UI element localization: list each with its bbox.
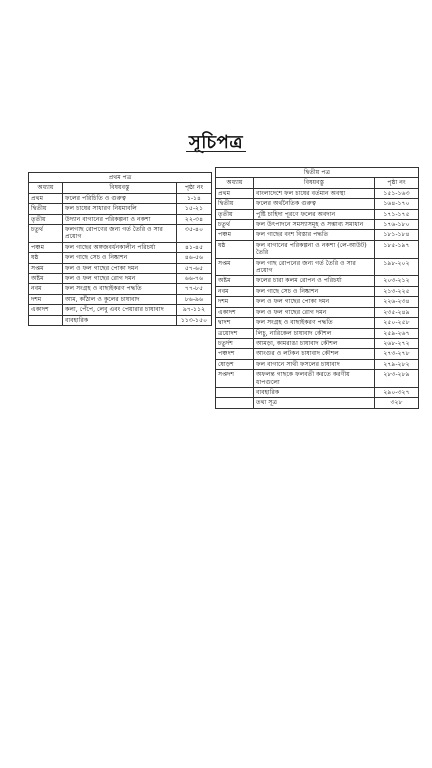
chapter-cell: দশম (216, 297, 254, 307)
table-row (216, 209, 419, 219)
topic-cell: ফল ও ফল গাছের রোগ দমন (254, 307, 375, 317)
chapter-cell: চতুর্দশ (216, 338, 254, 348)
paper-heading: প্রথম পত্র (29, 173, 212, 183)
table-row (216, 297, 419, 307)
topic-cell: লিচু, নারিকেল চাষাবাদ কৌশল (254, 328, 375, 338)
topic-cell: ফল উৎপাদনে সমস্যাসমূহ ও সম্ভাব্য সমাধান (254, 220, 375, 230)
page-range-cell: ১৮১-১৮৪ (375, 230, 419, 240)
page-range-cell: ৫৭-৬৫ (177, 263, 212, 273)
page-range-cell: ২৮৩-২৮৯ (375, 370, 419, 388)
page-range-cell: ২২-৩৪ (177, 214, 212, 224)
chapter-cell: দ্বিতীয় (216, 199, 254, 209)
table-row (29, 294, 212, 304)
chapter-cell: ত্রয়োদশ (216, 328, 254, 338)
topic-cell: ফল বাগানে সাথী ফসলের চাষাবাদ (254, 359, 375, 369)
page-range-cell: ২৭৯-২৮২ (375, 359, 419, 369)
chapter-cell: অষ্টম (216, 276, 254, 286)
topic-cell: ফলগাছ রোপণের জন্য গর্ত তৈরি ও সার প্রয়োগ (63, 225, 177, 243)
table-row (216, 230, 419, 240)
topic-cell: ফল ও ফল গাছের পোকা দমন (254, 297, 375, 307)
table-row (216, 276, 419, 286)
chapter-cell: প্রথম (29, 193, 63, 203)
chapter-cell: সপ্তম (216, 258, 254, 276)
title-underline (186, 151, 246, 152)
table-row (29, 225, 212, 243)
second-paper-table (215, 167, 419, 409)
table-row (216, 199, 419, 209)
column-header-chapter: অধ্যায় (216, 178, 254, 188)
chapter-cell: চতুর্থ (216, 220, 254, 230)
first-paper-rows (29, 193, 212, 325)
topic-cell: ফল ও ফল গাছের পোকা দমন (63, 263, 177, 273)
first-paper-table (28, 172, 212, 326)
table-row (216, 307, 419, 317)
page-range-cell: ৮৬-৯৬ (177, 294, 212, 304)
chapter-cell (216, 387, 254, 397)
table-row (29, 242, 212, 252)
page-range-cell: ২৫০-২৫৮ (375, 318, 419, 328)
table-row (216, 370, 419, 388)
table-row (216, 188, 419, 198)
page-range-cell: ১১৩-১৫০ (177, 315, 212, 325)
topic-cell: ফল গাছে সেচ ও নিষ্কাশন (63, 253, 177, 263)
chapter-cell: পঞ্চম (216, 230, 254, 240)
table-row (216, 328, 419, 338)
topic-cell: ফলের পরিচিতি ও গুরুত্ব (63, 193, 177, 203)
chapter-cell: চতুর্থ (29, 225, 63, 243)
table-row (216, 349, 419, 359)
topic-cell: ফল গাছের বংশ বিস্তার পদ্ধতি (254, 230, 375, 240)
page-range-cell: ১৮৫-১৯৭ (375, 240, 419, 258)
page-range-cell: ১৭৬-১৮০ (375, 220, 419, 230)
page-range-cell: ১৫১-১৬৩ (375, 188, 419, 198)
page-range-cell: ৩৫-৪০ (177, 225, 212, 243)
chapter-cell: তৃতীয় (29, 214, 63, 224)
chapter-cell: দশম (29, 294, 63, 304)
table-row (216, 258, 419, 276)
page-range-cell: ৭৭-৮৫ (177, 284, 212, 294)
table-row (29, 253, 212, 263)
page-range-cell: ১-১৪ (177, 193, 212, 203)
table-row (216, 318, 419, 328)
chapter-cell (216, 398, 254, 408)
topic-cell: উদ্যান বাগানের পরিকল্পনা ও নকশা (63, 214, 177, 224)
chapter-cell: দ্বিতীয় (29, 204, 63, 214)
chapter-cell: দ্বাদশ (216, 318, 254, 328)
chapter-cell: ষষ্ঠ (216, 240, 254, 258)
table-row (29, 284, 212, 294)
chapter-cell: নবম (216, 286, 254, 296)
topic-cell: ফল সংগ্রহ ও বাছাইকরণ পদ্ধতি (63, 284, 177, 294)
table-row (29, 315, 212, 325)
chapter-cell: প্রথম (216, 188, 254, 198)
topic-cell: পুষ্টি চাহিদা পূরণে ফলের অবদান (254, 209, 375, 219)
topic-cell: ফল চাষের সাধারণ নিয়মাবলি (63, 204, 177, 214)
page-range-cell: ২০৩-২১২ (375, 276, 419, 286)
page-range-cell: ২৩৫-২৪৯ (375, 307, 419, 317)
table-row (29, 214, 212, 224)
chapter-cell: তৃতীয় (216, 209, 254, 219)
chapter-cell: একাদশ (216, 307, 254, 317)
column-header-chapter: অধ্যায় (29, 183, 63, 193)
topic-cell: ফল গাছ রোপনের জন্য গর্ত তৈরি ও সার প্রয়োগ (254, 258, 375, 276)
column-header-page: পৃষ্ঠা নং (375, 178, 419, 188)
column-header-topic: বিষয়বস্তু (254, 178, 375, 188)
page-title: সূচিপত্র (188, 132, 244, 153)
page-range-cell: ১৬৪-১৭০ (375, 199, 419, 209)
topic-cell: আম, কাঁঠাল ও কুলের চাষাবাদ (63, 294, 177, 304)
page-range-cell: ২৬৮-২৭২ (375, 338, 419, 348)
table-row (216, 359, 419, 369)
topic-cell: ফল বাগানের পরিকল্পনা ও নকশা (লে-আউট) তৈরি (254, 240, 375, 258)
page-range-cell: ৪১-৪৫ (177, 242, 212, 252)
table-row (29, 204, 212, 214)
page-range-cell: ২৯০-৩২৭ (375, 387, 419, 397)
table-row (29, 263, 212, 273)
page-range-cell: ১৭১-১৭৫ (375, 209, 419, 219)
page-range-cell: ৩২৮ (375, 398, 419, 408)
table-row (216, 286, 419, 296)
chapter-cell: একাদশ (29, 305, 63, 315)
topic-cell: ফলের অর্থনৈতিক গুরুত্ব (254, 199, 375, 209)
topic-cell: ফল ও ফল গাছের রোগ দমন (63, 274, 177, 284)
page-range-cell: ১৫-২১ (177, 204, 212, 214)
chapter-cell: সপ্তদশ (216, 370, 254, 388)
page-range-cell: ৬৬-৭৬ (177, 274, 212, 284)
topic-cell: ব্যবহারিক (63, 315, 177, 325)
table-row (29, 193, 212, 203)
page-range-cell: ২৭৩-২৭৮ (375, 349, 419, 359)
topic-cell: আংগুর ও লটকন চাষাবাদ কৌশল (254, 349, 375, 359)
table-row (216, 338, 419, 348)
topic-cell: অফলন্ত গাছকে ফলবতী করতে করণীয় ধাপগুলো (254, 370, 375, 388)
second-paper-rows (216, 188, 419, 408)
topic-cell: ফলের চারা কলম রোপন ও পরিচর্যা (254, 276, 375, 286)
chapter-cell: ষোড়শ (216, 359, 254, 369)
topic-cell: কলা, পেঁপে, লেবু এবং পেয়ারার চাষাবাদ (63, 305, 177, 315)
chapter-cell: সপ্তম (29, 263, 63, 273)
chapter-cell: ষষ্ঠ (29, 253, 63, 263)
topic-cell: ফল সংগ্রহ ও বাছাইকরণ পদ্ধতি (254, 318, 375, 328)
table-row (216, 398, 419, 408)
topic-cell: তথ্য সূত্র (254, 398, 375, 408)
topic-cell: ব্যবহারিক (254, 387, 375, 397)
page-range-cell: ২৫৯-২৬৭ (375, 328, 419, 338)
chapter-cell: পঞ্চম (29, 242, 63, 252)
topic-cell: ফল গাছে সেচ ও নিষ্কাশন (254, 286, 375, 296)
table-row (216, 240, 419, 258)
chapter-cell (29, 315, 63, 325)
chapter-cell: পঞ্চদশ (216, 349, 254, 359)
paper-heading: দ্বিতীয় পত্র (216, 168, 419, 178)
topic-cell: বাংলাদেশে ফল চাষের বর্তমান অবস্থা (254, 188, 375, 198)
chapter-cell: নবম (29, 284, 63, 294)
column-header-page: পৃষ্ঠা নং (177, 183, 212, 193)
table-row (216, 387, 419, 397)
page-range-cell: ১৯৮-২০২ (375, 258, 419, 276)
page-range-cell: ২২৬-২৩৪ (375, 297, 419, 307)
topic-cell: ফল গাছের অঙ্গজবর্ধনকালীন পরিচর্যা (63, 242, 177, 252)
chapter-cell: অষ্টম (29, 274, 63, 284)
table-row (29, 305, 212, 315)
topic-cell: আমড়া, কামরাঙা চাষাবাদ কৌশল (254, 338, 375, 348)
table-row (29, 274, 212, 284)
table-row (216, 220, 419, 230)
column-header-topic: বিষয়বস্তু (63, 183, 177, 193)
page-range-cell: ৪৬-৫৬ (177, 253, 212, 263)
page-range-cell: ৯৭-১১২ (177, 305, 212, 315)
page-range-cell: ২১৩-২২৫ (375, 286, 419, 296)
